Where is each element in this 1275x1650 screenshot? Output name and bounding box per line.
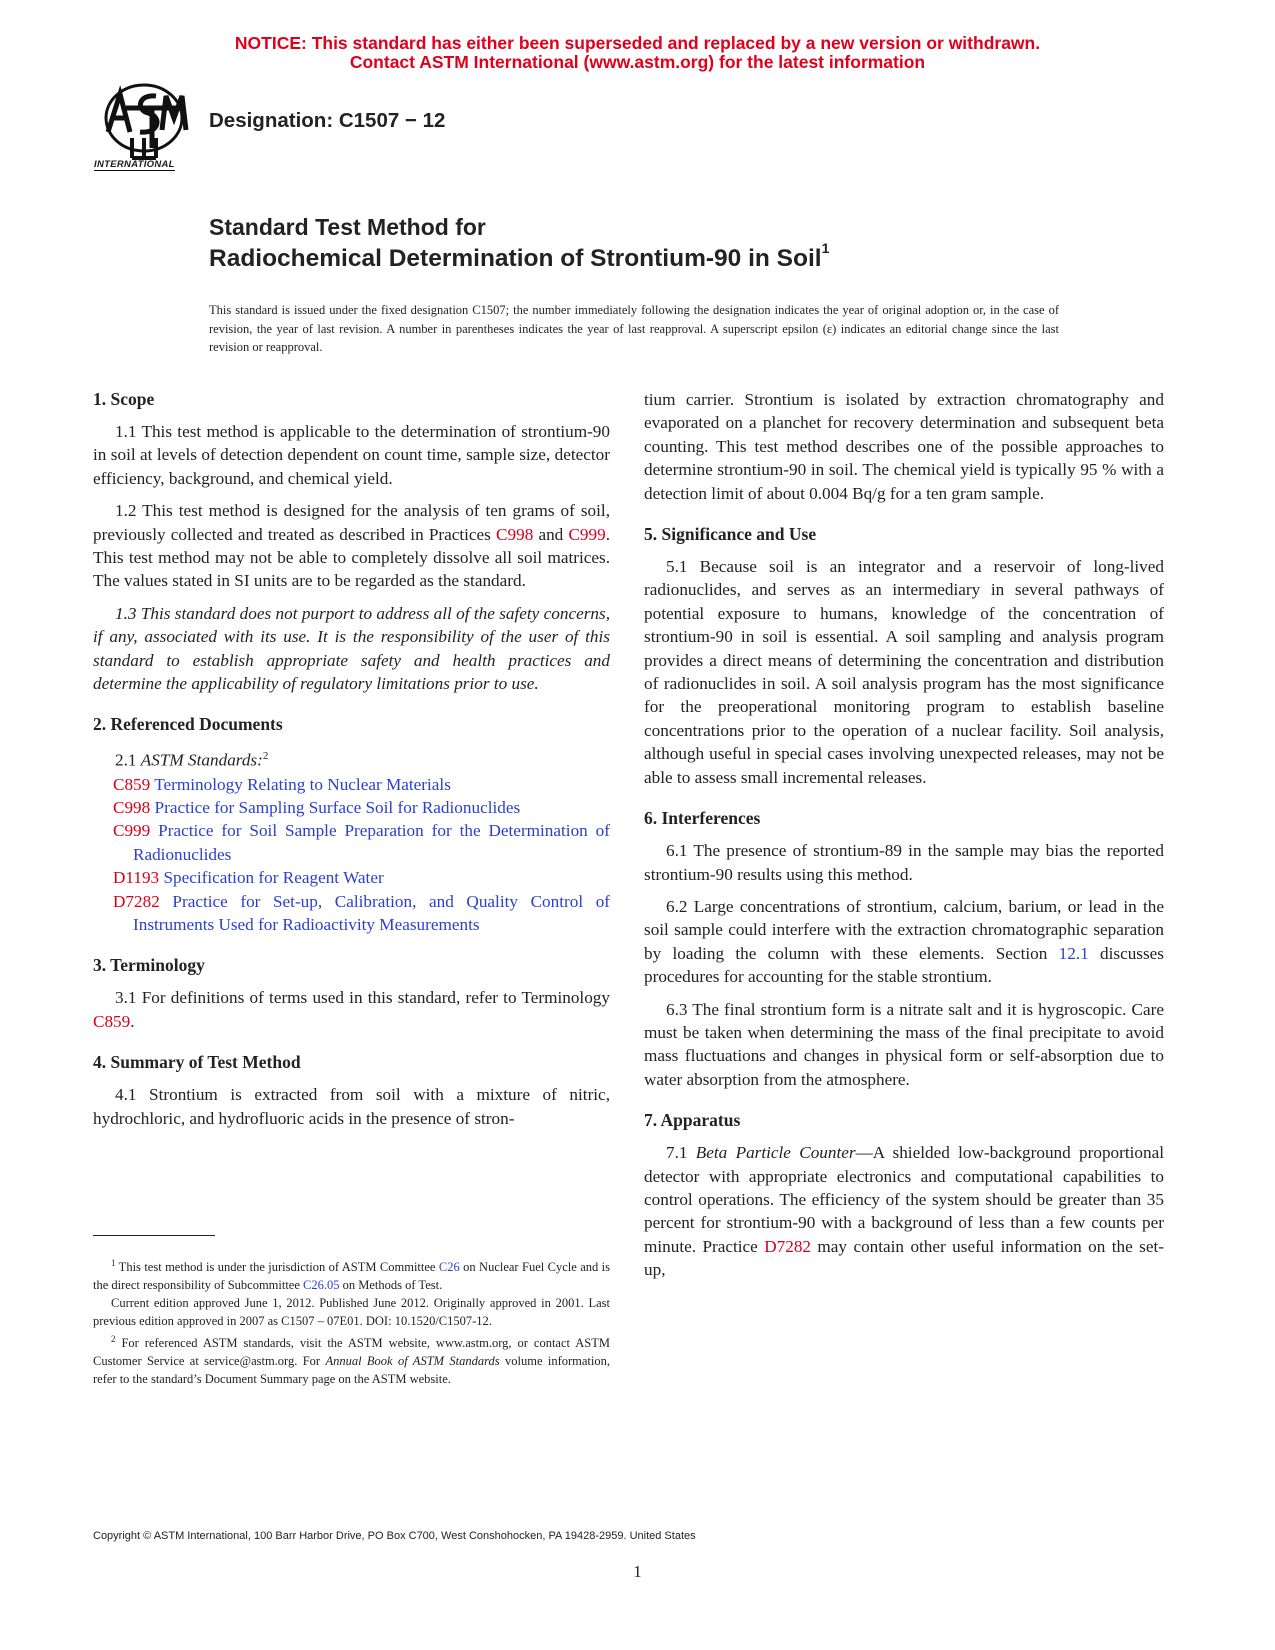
- designation: Designation: C1507 − 12: [209, 109, 446, 132]
- para-5-1: 5.1 Because soil is an integrator and a reservoir of long-lived radionuclides, and serves as an intermediary in several pathways of potential exposure to humans, knowledge of the concentration of strontium-90 in soil is essential. A soil sampling and analysis program provides a direct means of determining the concentration and distribution of radionuclides in soil. A soil analysis program has the most significance for the preoperational monitoring program to establish baseline concentrations prior to the operation of a nuclear facility. Soil analysis, although useful in special cases involving unexpected releases, may not be able to assess small incremental releases.: [644, 557, 1164, 787]
- link-d7282[interactable]: D7282: [764, 1236, 812, 1256]
- title-line-2: Radiochemical Determination of Strontium-90 in Soil: [209, 245, 822, 273]
- title-footnote-ref[interactable]: 1: [821, 240, 830, 256]
- link-c26[interactable]: C26: [438, 1260, 460, 1275]
- astm-logo: [90, 80, 198, 176]
- footnote-divider: [93, 1235, 215, 1236]
- notice-banner: [0, 34, 1275, 72]
- para-6-3: 6.3 The final strontium form is a nitrate salt and it is hygroscopic. Care must be taken when determining the mass of the final precipitate to avoid mass fluctuations and changes in physical form or self-absorption due to water absorption from the atmosphere.: [644, 999, 1164, 1089]
- issuance-statement: This standard is issued under the fixed designation C1507; the number immediately following the designation indicates the year of original adoption or, in the case of revision, the year of last revision. A number in parentheses indicates the year of last reapproval. A superscript epsilon (ε) indicates an editorial change since the last revision or reapproval.: [209, 303, 1059, 354]
- link-c26-05[interactable]: C26.05: [303, 1278, 340, 1293]
- title-line-1: Standard Test Method for: [209, 214, 486, 240]
- para-3-1: 3.1 For definitions of terms used in this standard, refer to Terminology C859.: [93, 988, 610, 1031]
- page-title: [209, 240, 830, 273]
- link-c999[interactable]: C999: [568, 524, 606, 544]
- logo-wordmark: INTERNATIONAL: [94, 159, 175, 170]
- footnote-1-edition: Current edition approved June 1, 2012. Published June 2012. Originally approved in 2001. Last previous edition approved in 2007 as C1507 – 07E01. DOI: 10.1520/C1507-12.: [93, 1296, 610, 1329]
- section-heading-terminology: 3. Terminology: [93, 955, 205, 976]
- reference-item[interactable]: D1193 Specification for Reagent Water: [113, 868, 384, 888]
- footnotes: [93, 1254, 610, 1388]
- para-7-1: 7.1 Beta Particle Counter—A shielded low-background proportional detector with appropriate electronics and computational capabilities to control operations. The efficiency of the system should be greater than 35 percent for strontium-90 with a background of less than a few counts per minute. Practice D7282 may contain other useful information on the set-up,: [644, 1143, 1164, 1280]
- para-6-1: 6.1 The presence of strontium-89 in the sample may bias the reported strontium-90 results using this method.: [644, 841, 1164, 884]
- notice-line-2: Contact ASTM International (www.astm.org) for the latest information: [349, 52, 926, 72]
- section-heading-apparatus: 7. Apparatus: [644, 1110, 741, 1131]
- section-heading-summary: 4. Summary of Test Method: [93, 1052, 301, 1073]
- left-column: [93, 388, 610, 1130]
- section-heading-scope: 1. Scope: [93, 389, 155, 409]
- reference-item[interactable]: C998 Practice for Sampling Surface Soil for Radionuclides: [113, 798, 521, 818]
- para-1-1: 1.1 This test method is applicable to the determination of strontium-90 in soil at levels of detection dependent on count time, sample size, detector efficiency, background, and chemical yield.: [93, 422, 610, 488]
- footnote-ref-2[interactable]: 2: [262, 750, 269, 763]
- link-c998[interactable]: C998: [496, 524, 534, 544]
- para-4-1-cont: tium carrier. Strontium is isolated by extraction chromatography and evaporated on a planchet for recovery determination and subsequent beta counting. This test method describes one of the possible approaches to determine strontium-90 in soil. The chemical yield is typically 95 % with a detection limit of about 0.004 Bq/g for a ten gram sample.: [644, 390, 1164, 503]
- para-1-3: 1.3 This standard does not purport to address all of the safety concerns, if any, associated with its use. It is the responsibility of the user of this standard to establish appropriate safety and health practices and determine the applicability of regulatory limitations prior to use.: [93, 603, 610, 694]
- footnote-2: $^2$ For referenced ASTM standards, visit the ASTM website, www.astm.org, or contact ASTM Customer Service at service@astm.org. For Annual Book of ASTM Standards volume information, refer to the standard’s Document Summary page on the ASTM website.: [93, 1334, 610, 1387]
- page-number: 1: [633, 1562, 642, 1581]
- link-section-12-1[interactable]: 12.1: [1058, 943, 1089, 963]
- para-4-1-start: 4.1 Strontium is extracted from soil with a mixture of nitric, hydrochloric, and hydrofluoric acids in the presence of stron-: [93, 1085, 610, 1128]
- notice-line-1: NOTICE: This standard has either been superseded and replaced by a new version or withdrawn.: [234, 33, 1041, 53]
- para-2-1: 2.1 ASTM Standards:$^2$: [115, 750, 269, 771]
- copyright-line: Copyright © ASTM International, 100 Barr Harbor Drive, PO Box C700, West Conshohocken, PA 19428-2959. United States: [93, 1530, 696, 1542]
- section-heading-significance: 5. Significance and Use: [644, 524, 817, 545]
- section-heading-referenced-documents: 2. Referenced Documents: [93, 714, 283, 735]
- reference-item[interactable]: D7282 Practice for Set-up, Calibration, and Quality Control of Instruments Used for Radioactivity Measurements: [113, 891, 611, 935]
- section-heading-interferences: 6. Interferences: [644, 808, 761, 829]
- reference-item[interactable]: C999 Practice for Soil Sample Preparation for the Determination of Radionuclides: [113, 821, 611, 864]
- para-6-2: 6.2 Large concentrations of strontium, calcium, barium, or lead in the soil sample could interfere with the extraction chromatographic separation by loading the column with these elements. Section 12.1 discusses procedures for accounting for the stable strontium.: [644, 896, 1164, 987]
- right-column: [644, 388, 1164, 1282]
- reference-item[interactable]: C859 Terminology Relating to Nuclear Materials: [113, 774, 451, 794]
- para-1-2: 1.2 This test method is designed for the analysis of ten grams of soil, previously collected and treated as described in Practices C998 and C999. This test method may not be able to completely dissolve all soil matrices. The values stated in SI units are to be regarded as the standard.: [93, 501, 610, 591]
- link-c859[interactable]: C859: [93, 1011, 131, 1031]
- footnote-1: $^1$ This test method is under the jurisdiction of ASTM Committee C26 on Nuclear Fuel Cycle and is the direct responsibility of Subcommittee C26.05 on Methods of Test.: [93, 1258, 611, 1293]
